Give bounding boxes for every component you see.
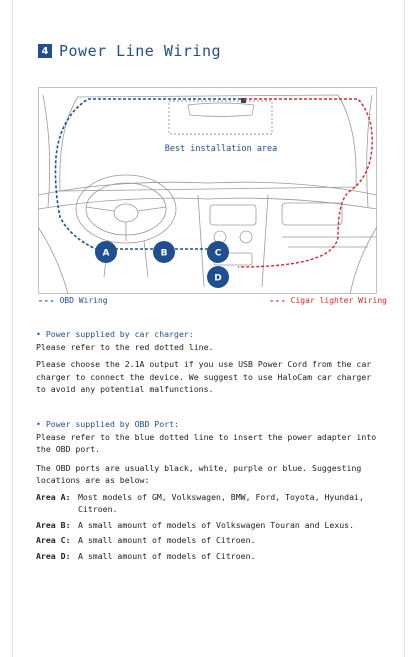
area-c-text: A small amount of models of Citroen.	[78, 535, 256, 545]
section-title: Power Line Wiring	[59, 42, 222, 60]
area-a-text: Most models of GM, Volkswagen, BMW, Ford, Toyota, Hyundai, Citroen.	[78, 491, 364, 514]
legend-obd-wiring	[38, 296, 108, 305]
best-installation-area-label: Best installation area	[164, 144, 278, 154]
area-list	[36, 491, 382, 563]
obd-port-paragraph: The OBD ports are usually black, white, purple or blue. Suggesting locations are as below:	[36, 462, 362, 485]
car-charger-paragraph: Please choose the 2.1A output if you use USB Power Cord from the car charger to connect the device. We suggest to use HaloCam car charger to avoid any potential malfunctions.	[36, 359, 372, 394]
area-row-a	[36, 491, 382, 516]
section-header	[38, 42, 221, 60]
legend-cigar-label: Cigar lighter Wiring	[290, 296, 387, 305]
car-charger-section	[36, 328, 382, 396]
left-margin-line	[12, 0, 13, 657]
marker-a	[95, 241, 117, 263]
legend-obd-swatch: ---	[38, 296, 56, 305]
windshield-outline	[60, 95, 356, 191]
car-interior-diagram	[38, 87, 377, 294]
area-row-c	[36, 534, 382, 547]
best-installation-area-box	[169, 101, 272, 134]
area-d-label: Area D:	[36, 550, 71, 561]
car-charger-line: Please refer to the red dotted line.	[36, 341, 214, 352]
svg-text:C: C	[214, 248, 222, 259]
area-a-label: Area A:	[36, 491, 71, 502]
rear-view-mirror	[188, 103, 254, 117]
right-margin-line	[404, 0, 405, 657]
section-number-badge: 4	[38, 44, 52, 58]
svg-text:D: D	[214, 273, 222, 284]
legend-cigar-swatch: ---	[269, 296, 287, 305]
marker-c	[207, 241, 229, 263]
svg-text:A: A	[102, 248, 110, 259]
legend-cigar-wiring	[269, 296, 387, 305]
area-c-label: Area C:	[36, 535, 71, 545]
area-b-text: A small amount of models of Volkswagen Touran and Lexus.	[78, 519, 355, 530]
area-row-d	[36, 550, 382, 563]
marker-b	[153, 241, 175, 263]
svg-text:B: B	[160, 248, 168, 259]
cigar-lighter-wiring-line	[238, 99, 372, 267]
area-row-b	[36, 519, 382, 532]
obd-port-line: Please refer to the blue dotted line to insert the power adapter into the OBD port.	[36, 431, 377, 454]
marker-d	[207, 266, 229, 288]
obd-port-heading: • Power supplied by OBD Port:	[36, 419, 179, 429]
area-d-text: A small amount of models of Citroen.	[78, 550, 256, 561]
car-charger-heading: • Power supplied by car charger:	[36, 329, 194, 339]
legend-obd-label: OBD Wiring	[59, 296, 108, 305]
obd-port-section	[36, 418, 382, 562]
area-b-label: Area B:	[36, 519, 71, 530]
